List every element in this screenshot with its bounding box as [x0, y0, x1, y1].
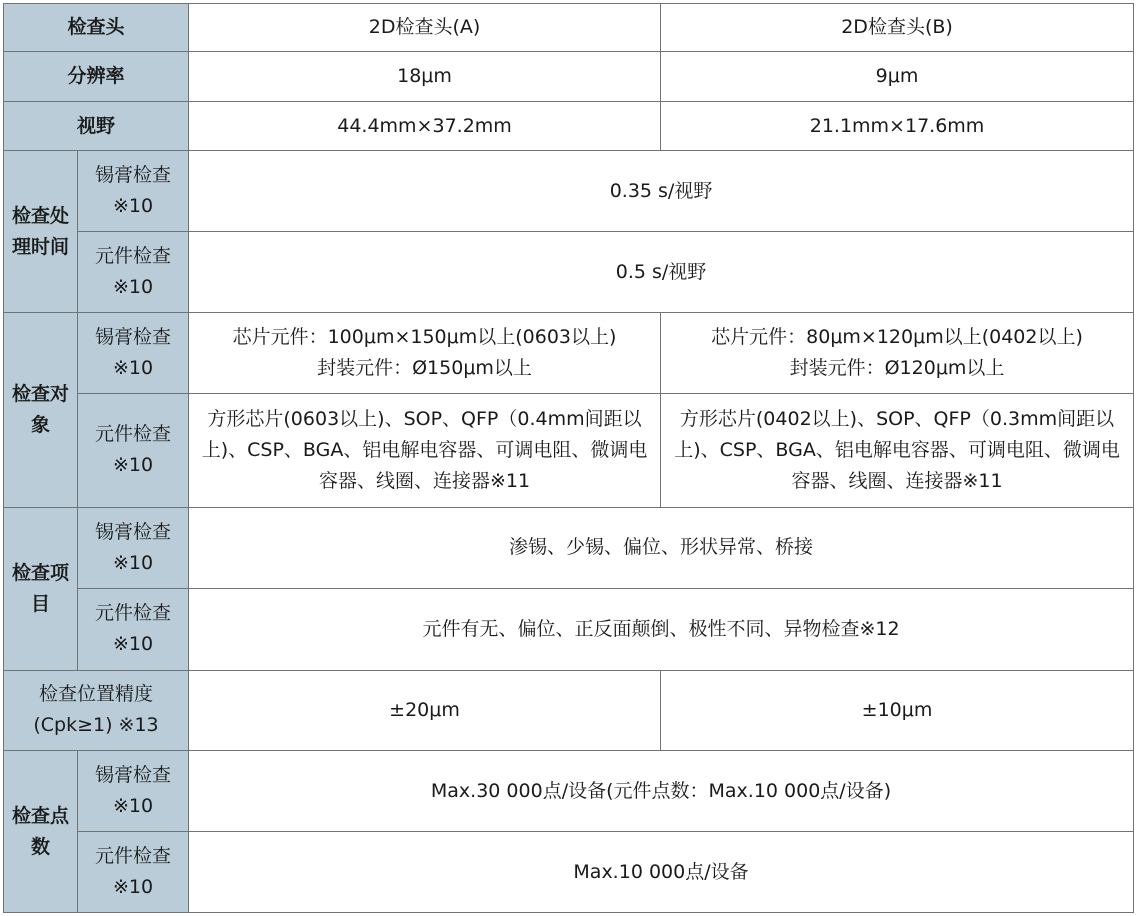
row-items-paste	[4, 507, 1134, 588]
row-fov	[4, 101, 1134, 150]
resolution-b: 9μm	[661, 52, 1134, 101]
label-fov: 视野	[4, 101, 189, 150]
label-items-component: 元件检查※10	[78, 588, 189, 670]
time-component-value: 0.5 s/视野	[189, 232, 1134, 313]
label-time-component: 元件检查※10	[78, 232, 189, 313]
items-paste-value: 渗锡、少锡、偏位、形状异常、桥接	[189, 507, 1134, 588]
accuracy-b: ±10μm	[661, 670, 1134, 751]
target-component-b: 方形芯片(0402以上)、SOP、QFP（0.3mm间距以上)、CSP、BGA、铝电解电容器、可调电阻、微调电容器、线圈、连接器※11	[661, 393, 1134, 507]
label-head: 检查头	[4, 4, 189, 52]
fov-b: 21.1mm×17.6mm	[661, 101, 1134, 150]
label-points: 检查点数	[4, 751, 78, 913]
target-paste-b-line1: 芯片元件：80μm×120μm以上(0402以上)	[711, 325, 1083, 348]
points-component-value: Max.10 000点/设备	[189, 832, 1134, 913]
head-a: 2D检查头(A)	[189, 4, 661, 52]
label-points-component: 元件检查※10	[78, 832, 189, 913]
label-time: 检查处理时间	[4, 151, 78, 313]
row-points-component	[4, 832, 1134, 913]
target-paste-b	[661, 313, 1134, 394]
head-b: 2D检查头(B)	[661, 4, 1134, 52]
label-resolution: 分辨率	[4, 52, 189, 101]
row-time-component	[4, 232, 1134, 313]
time-paste-value: 0.35 s/视野	[189, 151, 1134, 232]
resolution-a: 18μm	[189, 52, 661, 101]
row-time-paste	[4, 151, 1134, 232]
row-accuracy	[4, 670, 1134, 751]
target-component-a: 方形芯片(0603以上)、SOP、QFP（0.4mm间距以上)、CSP、BGA、铝电解电容器、可调电阻、微调电容器、线圈、连接器※11	[189, 393, 661, 507]
label-target-component: 元件检查※10	[78, 393, 189, 507]
row-points-paste	[4, 751, 1134, 832]
target-paste-a	[189, 313, 661, 394]
fov-a: 44.4mm×37.2mm	[189, 101, 661, 150]
row-resolution	[4, 52, 1134, 101]
label-time-paste: 锡膏检查※10	[78, 151, 189, 232]
accuracy-a: ±20μm	[189, 670, 661, 751]
label-items: 检查项目	[4, 507, 78, 670]
label-points-paste: 锡膏检查※10	[78, 751, 189, 832]
target-paste-b-line2: 封装元件：Ø120μm以上	[789, 356, 1005, 379]
row-head	[4, 4, 1134, 52]
row-target-component	[4, 393, 1134, 507]
label-target: 检查对象	[4, 313, 78, 508]
label-items-paste: 锡膏检查※10	[78, 507, 189, 588]
row-target-paste	[4, 313, 1134, 394]
label-accuracy: 检查位置精度(Cpk≥1) ※13	[4, 670, 189, 751]
target-paste-a-line2: 封装元件：Ø150μm以上	[317, 356, 532, 379]
row-items-component	[4, 588, 1134, 670]
target-paste-a-line1: 芯片元件：100μm×150μm以上(0603以上)	[232, 325, 617, 348]
points-paste-value: Max.30 000点/设备(元件点数：Max.10 000点/设备)	[189, 751, 1134, 832]
spec-table	[3, 3, 1134, 913]
items-component-value: 元件有无、偏位、正反面颠倒、极性不同、异物检查※12	[189, 588, 1134, 670]
label-target-paste: 锡膏检查※10	[78, 313, 189, 394]
